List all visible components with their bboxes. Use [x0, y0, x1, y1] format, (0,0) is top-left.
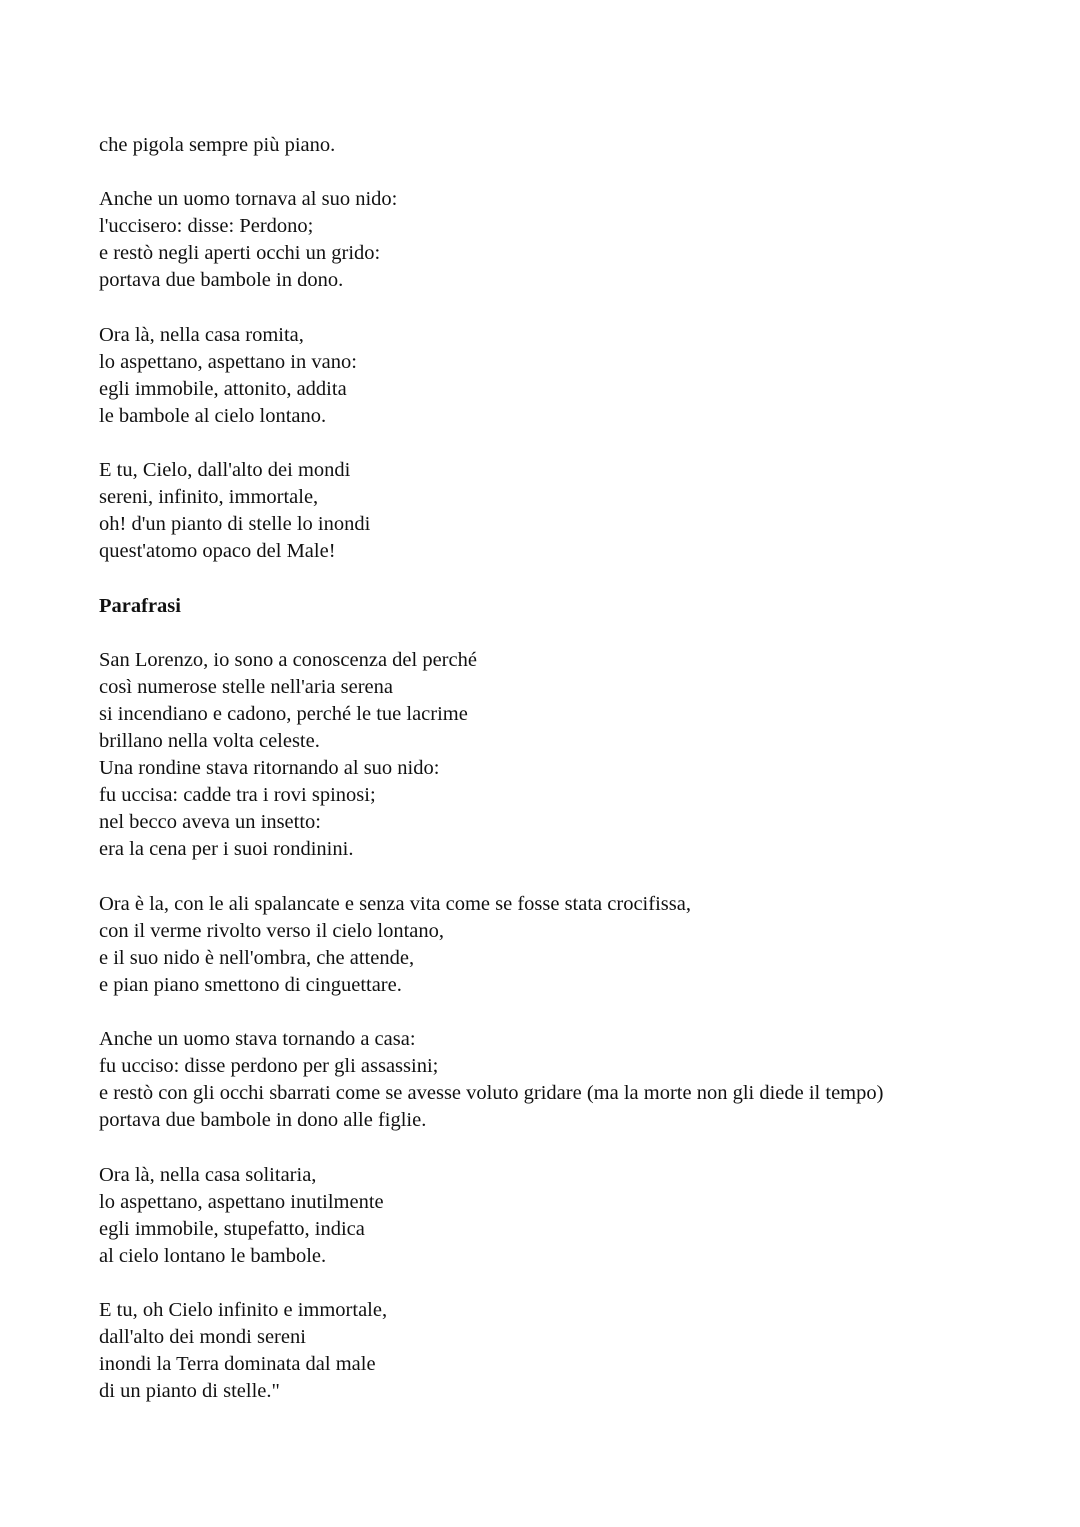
- text-line: Ora è la, con le ali spalancate e senza vita come se fosse stata crocifissa,: [99, 892, 691, 915]
- text-line: e restò negli aperti occhi un grido:: [99, 242, 381, 265]
- text-line: di un pianto di stelle.": [99, 1380, 280, 1403]
- section-heading-parafrasi: Parafrasi: [99, 594, 181, 617]
- text-line: dall'alto dei mondi sereni: [99, 1326, 306, 1349]
- text-line: E tu, Cielo, dall'alto dei mondi: [99, 459, 351, 482]
- text-line: fu uccisa: cadde tra i rovi spinosi;: [99, 784, 376, 807]
- text-line: Una rondine stava ritornando al suo nido:: [99, 757, 440, 780]
- text-line: egli immobile, attonito, addita: [99, 377, 347, 400]
- text-line: quest'atomo opaco del Male!: [99, 540, 336, 563]
- text-line: portava due bambole in dono alle figlie.: [99, 1109, 427, 1132]
- text-line: San Lorenzo, io sono a conoscenza del perché: [99, 648, 477, 671]
- text-line: fu ucciso: disse perdono per gli assassini;: [99, 1055, 439, 1078]
- parafrasi-stanza-san-lorenzo: [99, 647, 980, 864]
- text-line: Ora là, nella casa romita,: [99, 323, 304, 346]
- poem-stanza-pigola: [99, 132, 980, 159]
- text-line: E tu, oh Cielo infinito e immortale,: [99, 1299, 388, 1322]
- text-line: egli immobile, stupefatto, indica: [99, 1217, 365, 1240]
- text-line: inondi la Terra dominata dal male: [99, 1353, 376, 1376]
- text-line: e il suo nido è nell'ombra, che attende,: [99, 946, 415, 969]
- document-text-body: [99, 132, 980, 1405]
- text-line: con il verme rivolto verso il cielo lontano,: [99, 919, 444, 942]
- text-line: e pian piano smettono di cinguettare.: [99, 973, 402, 996]
- parafrasi-stanza-casa-solitaria: [99, 1162, 980, 1270]
- text-line: lo aspettano, aspettano in vano:: [99, 350, 357, 373]
- parafrasi-stanza-cielo-infinito: [99, 1297, 980, 1405]
- text-line: portava due bambole in dono.: [99, 269, 344, 292]
- text-line: Anche un uomo stava tornando a casa:: [99, 1028, 416, 1051]
- text-line: sereni, infinito, immortale,: [99, 486, 319, 509]
- poem-stanza-casa-romita: [99, 322, 980, 430]
- text-line: oh! d'un pianto di stelle lo inondi: [99, 513, 371, 536]
- poem-stanza-cielo: [99, 457, 980, 565]
- parafrasi-stanza-uomo-casa: [99, 1026, 980, 1134]
- text-line: era la cena per i suoi rondinini.: [99, 838, 354, 861]
- text-line: così numerose stelle nell'aria serena: [99, 675, 393, 698]
- text-line: le bambole al cielo lontano.: [99, 404, 327, 427]
- poem-stanza-uomo: [99, 186, 980, 294]
- text-line: si incendiano e cadono, perché le tue lacrime: [99, 702, 468, 725]
- parafrasi-stanza-ali-spalancate: [99, 891, 980, 999]
- text-line: Anche un uomo tornava al suo nido:: [99, 188, 398, 211]
- text-line: che pigola sempre più piano.: [99, 134, 336, 156]
- text-line: l'uccisero: disse: Perdono;: [99, 215, 314, 238]
- text-line: al cielo lontano le bambole.: [99, 1244, 327, 1267]
- text-line: lo aspettano, aspettano inutilmente: [99, 1190, 384, 1213]
- text-line: nel becco aveva un insetto:: [99, 811, 321, 834]
- text-line: Ora là, nella casa solitaria,: [99, 1163, 317, 1186]
- text-line: brillano nella volta celeste.: [99, 730, 320, 753]
- text-line: e restò con gli occhi sbarrati come se avesse voluto gridare (ma la morte non gli diede il tempo): [99, 1082, 884, 1105]
